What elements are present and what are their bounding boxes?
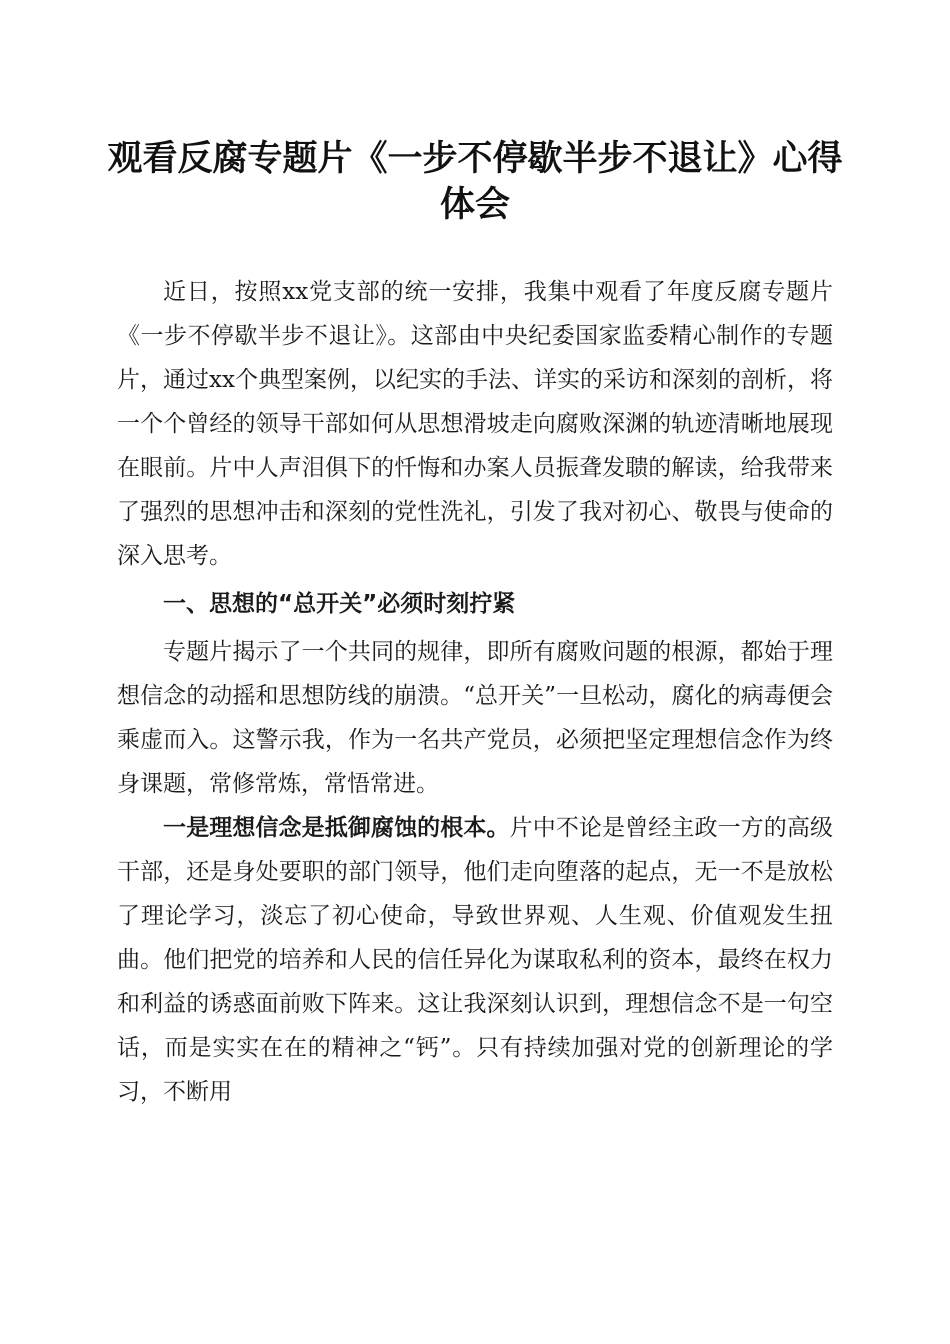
intro-paragraph: 近日，按照xx党支部的统一安排，我集中观看了年度反腐专题片《一步不停歇半步不退让》。这部由中央纪委国家监委精心制作的专题片，通过xx个典型案例，以纪实的手法、详实的采访和深刻的剖析，将一个个曾经的领导干部如何从思想滑坡走向腐败深渊的轨迹清晰地展现在眼前。片中人声泪俱下的忏悔和办案人员振聋发聩的解读，给我带来了强烈的思想冲击和深刻的党性洗礼，引发了我对初心、敬畏与使命的深入思考。 xyxy=(117,279,833,569)
paragraph-body-text: 片中不论是曾经主政一方的高级干部，还是身处要职的部门领导，他们走向堕落的起点，无一不是放松了理论学习，淡忘了初心使命，导致世界观、人生观、价值观发生扭曲。他们把党的培养和人民的信任异化为谋取私利的资本，最终在权力和利益的诱惑面前败下阵来。这让我深刻认识到，理想信念不是一句空话，而是实实在在的精神之“钙”。只有持续加强对党的创新理论的学习，不断用 xyxy=(117,815,834,1105)
section-heading: 一、思想的“总开关”必须时刻拧紧 xyxy=(163,591,516,617)
section-paragraph-lead xyxy=(117,806,833,1114)
document-body xyxy=(117,270,833,1114)
section-paragraph: 专题片揭示了一个共同的规律，即所有腐败问题的根源，都始于理想信念的动摇和思想防线的崩溃。“总开关”一旦松动，腐化的病毒便会乘虚而入。这警示我，作为一名共产党员，必须把坚定理想信念作为终身课题，常修常炼，常悟常进。 xyxy=(117,639,833,797)
document-title: 观看反腐专题片《一步不停歇半步不退让》心得体会 xyxy=(107,138,843,225)
paragraph-lead-sentence: 一是理想信念是抵御腐蚀的根本。 xyxy=(163,815,510,841)
